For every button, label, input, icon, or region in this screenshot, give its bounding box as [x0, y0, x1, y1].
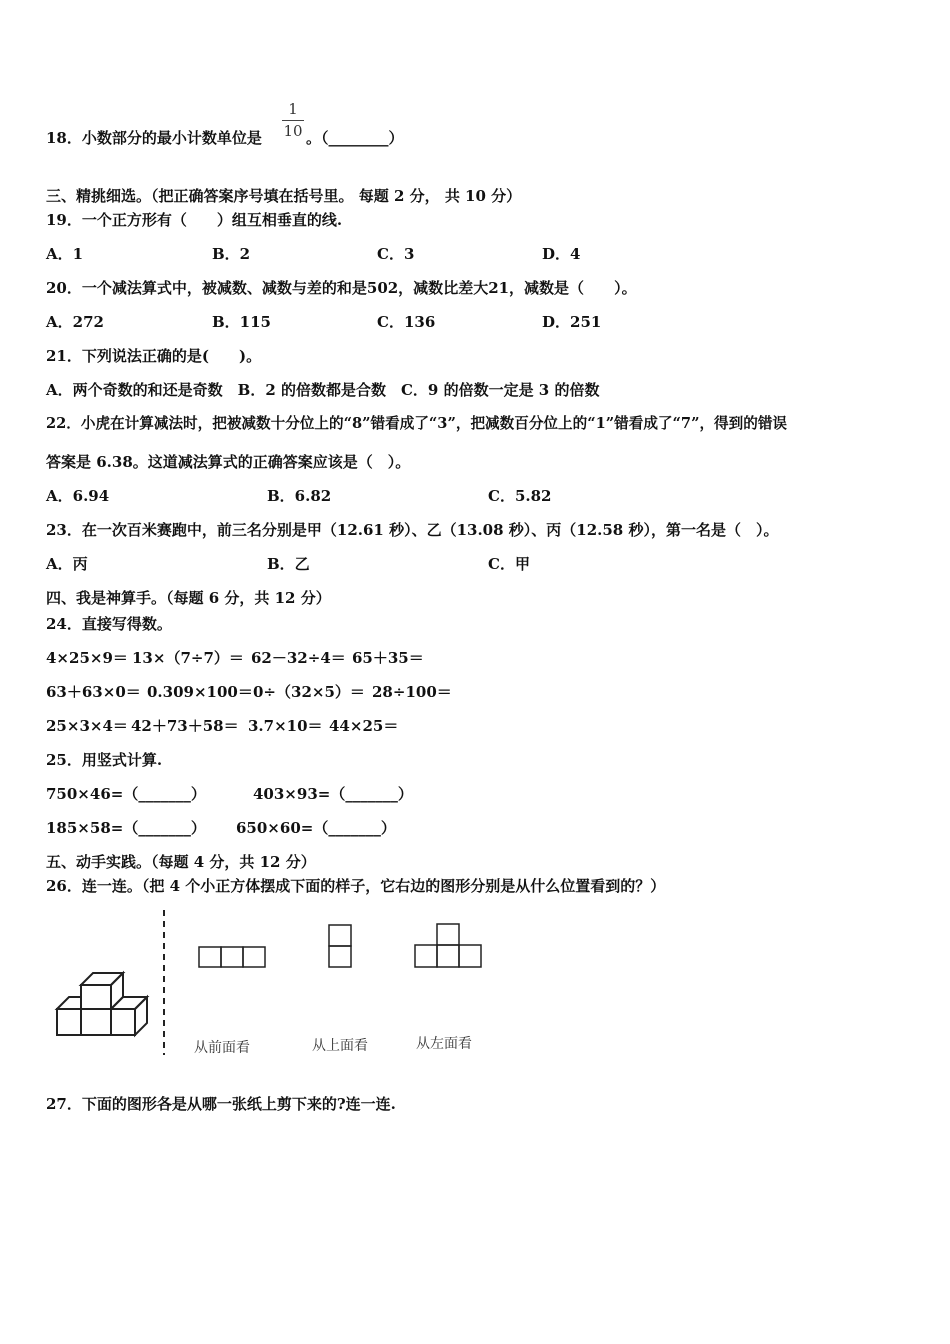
q18-text: 18．小数部分的最小计数单位是: [46, 129, 262, 147]
caption-top: 从上面看: [312, 1038, 368, 1054]
q20-option-b[interactable]: B．115: [212, 313, 271, 331]
caption-left: 从左面看: [416, 1036, 472, 1052]
q21-options[interactable]: A．两个奇数的和还是奇数 B．2 的倍数都是合数 C．9 的倍数一定是 3 的倍数: [46, 381, 600, 399]
q25-item-1[interactable]: 750×46=（_______）: [46, 785, 206, 803]
q24-r1-c1: 4×25×9＝: [46, 649, 128, 667]
q19-option-d[interactable]: D．4: [542, 245, 581, 263]
q23-text: 23．在一次百米赛跑中，前三名分别是甲（12.61 秒）、乙（13.08 秒）、丙（12.58 秒），第一名是（ ）。: [46, 521, 779, 539]
q20-option-d[interactable]: D．251: [542, 313, 602, 331]
q25-item-4[interactable]: 650×60=（_______）: [236, 819, 396, 837]
q20-text: 20．一个减法算式中，被减数、减数与差的和是502，减数比差大21，减数是（ ）。: [46, 279, 637, 297]
q19-option-c[interactable]: C．3: [377, 245, 415, 263]
caption-front: 从前面看: [194, 1040, 250, 1056]
q27-text: 27．下面的图形各是从哪一张纸上剪下来的?连一连.: [46, 1095, 396, 1113]
q26-figure: [46, 905, 506, 1069]
cube-views-figure: [46, 905, 506, 1065]
q24-r1-c4: 65＋35＝: [352, 649, 424, 667]
q26-text: 26．连一连。（把 4 个小正方体摆成下面的样子，它右边的图形分别是从什么位置看到的？）: [46, 877, 666, 895]
q22-text-line1: 22．小虎在计算减法时，把被减数十分位上的“8”错看成了“3”，把减数百分位上的“1”错看成了“7”，得到的错误: [46, 415, 788, 432]
q24-r2-c3: 0÷（32×5）＝: [253, 683, 365, 701]
cube-stack-drawing: [57, 973, 147, 1035]
fraction: [282, 100, 304, 140]
q20-option-c[interactable]: C．136: [377, 313, 436, 331]
q20-option-a[interactable]: A．272: [46, 313, 104, 331]
q25-item-2[interactable]: 403×93=（_______）: [253, 785, 413, 803]
left-view-drawing: [415, 924, 481, 967]
q23-option-a[interactable]: A．丙: [46, 555, 88, 573]
section-3-title: 三、精挑细选。（把正确答案序号填在括号里。 每题 2 分， 共 10 分）: [46, 187, 522, 205]
q22-option-a[interactable]: A．6.94: [46, 487, 110, 505]
q25-text: 25．用竖式计算.: [46, 751, 163, 769]
fraction-numerator: 1: [288, 100, 298, 118]
q25-item-3[interactable]: 185×58=（_______）: [46, 819, 206, 837]
q22-option-b[interactable]: B．6.82: [267, 487, 332, 505]
q24-r1-c3: 62－32÷4＝: [251, 649, 346, 667]
q23-option-b[interactable]: B．乙: [267, 555, 310, 573]
q24-r3-c4: 44×25＝: [329, 717, 399, 735]
q24-r1-c2: 13×（7÷7）＝: [132, 649, 244, 667]
fraction-bar: [282, 120, 304, 121]
q24-r2-c4: 28÷100＝: [372, 683, 452, 701]
q24-r2-c1: 63＋63×0＝: [46, 683, 141, 701]
q22-option-c[interactable]: C．5.82: [488, 487, 552, 505]
q24-r3-c2: 42＋73＋58＝: [131, 717, 239, 735]
q19-text: 19．一个正方形有（ ）组互相垂直的线.: [46, 211, 343, 229]
q21-text: 21．下列说法正确的是( )。: [46, 347, 262, 365]
q18-answer-blank[interactable]: 。（________）: [306, 129, 404, 147]
q24-text: 24．直接写得数。: [46, 615, 172, 633]
q24-r2-c2: 0.309×100＝: [147, 683, 253, 701]
section-5-title: 五、动手实践。（每题 4 分，共 12 分）: [46, 853, 316, 871]
top-view-drawing: [329, 925, 351, 967]
section-4-title: 四、我是神算手。（每题 6 分，共 12 分）: [46, 589, 331, 607]
q24-r3-c1: 25×3×4＝: [46, 717, 128, 735]
q23-option-c[interactable]: C．甲: [488, 555, 530, 573]
q24-r3-c3: 3.7×10＝: [248, 717, 323, 735]
q22-text-line2: 答案是 6.38。这道减法算式的正确答案应该是（ ）。: [46, 453, 411, 471]
fraction-denominator: 10: [283, 122, 303, 140]
front-view-drawing: [199, 947, 265, 967]
q19-option-a[interactable]: A．1: [46, 245, 84, 263]
q19-option-b[interactable]: B．2: [212, 245, 251, 263]
